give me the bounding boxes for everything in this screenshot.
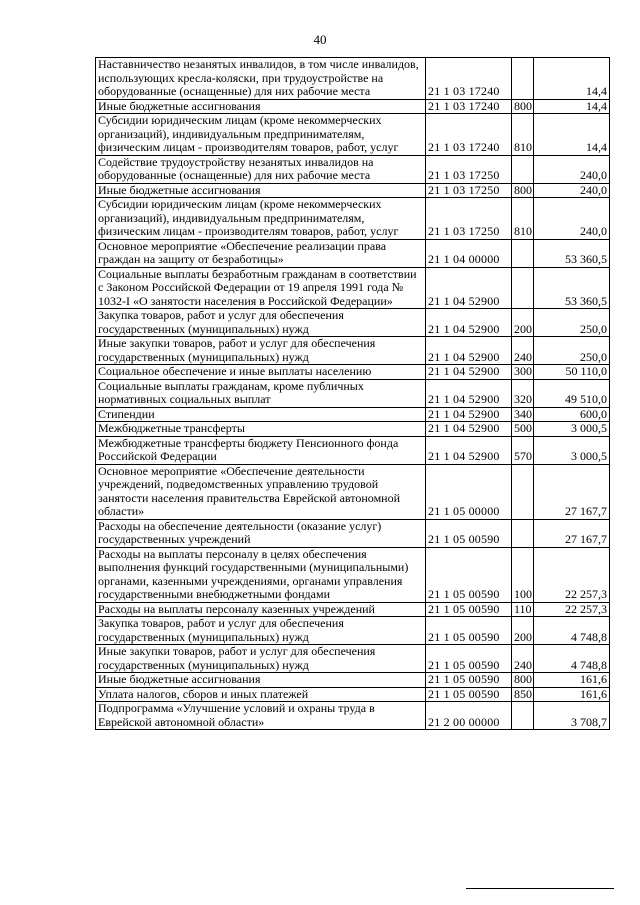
row-code-cell: 21 1 04 52900 [426, 309, 512, 337]
budget-table-body [96, 58, 610, 730]
table-row [96, 365, 610, 380]
row-name-cell: Социальное обеспечение и иные выплаты населению [96, 365, 426, 380]
row-amount-cell: 250,0 [534, 309, 610, 337]
table-row [96, 337, 610, 365]
row-name-cell: Иные бюджетные ассигнования [96, 673, 426, 688]
row-name-cell: Стипендии [96, 407, 426, 422]
row-code-cell: 21 1 05 00590 [426, 673, 512, 688]
row-code-cell: 21 1 04 52900 [426, 379, 512, 407]
row-name-cell: Наставничество незанятых инвалидов, в том числе инвалидов, использующих кресла-коляски, при трудоустройстве на оборудованные (оснащенные) для них рабочие места [96, 58, 426, 100]
row-expense-type-cell: 810 [512, 114, 534, 156]
row-name-cell: Социальные выплаты гражданам, кроме публичных нормативных социальных выплат [96, 379, 426, 407]
row-name-cell: Иные закупки товаров, работ и услуг для обеспечения государственных (муниципальных) нужд [96, 645, 426, 673]
row-code-cell: 21 1 03 17240 [426, 58, 512, 100]
row-expense-type-cell [512, 267, 534, 309]
table-row [96, 198, 610, 240]
row-amount-cell: 240,0 [534, 198, 610, 240]
row-amount-cell: 250,0 [534, 337, 610, 365]
row-name-cell: Межбюджетные трансферты бюджету Пенсионного фонда Российской Федерации [96, 436, 426, 464]
row-expense-type-cell: 500 [512, 422, 534, 437]
table-row [96, 673, 610, 688]
row-name-cell: Иные бюджетные ассигнования [96, 99, 426, 114]
row-amount-cell: 161,6 [534, 687, 610, 702]
row-amount-cell: 600,0 [534, 407, 610, 422]
table-row [96, 464, 610, 519]
row-amount-cell: 49 510,0 [534, 379, 610, 407]
row-amount-cell: 4 748,8 [534, 617, 610, 645]
table-row [96, 645, 610, 673]
table-row [96, 617, 610, 645]
row-expense-type-cell: 850 [512, 687, 534, 702]
row-code-cell: 21 1 04 52900 [426, 422, 512, 437]
row-name-cell: Закупка товаров, работ и услуг для обеспечения государственных (муниципальных) нужд [96, 309, 426, 337]
row-expense-type-cell [512, 702, 534, 730]
row-expense-type-cell: 800 [512, 183, 534, 198]
row-amount-cell: 3 000,5 [534, 422, 610, 437]
row-name-cell: Субсидии юридическим лицам (кроме некоммерческих организаций), индивидуальным предпринимателям, физическим лицам - производителям товаров, работ, услуг [96, 198, 426, 240]
row-code-cell: 21 1 04 52900 [426, 267, 512, 309]
row-expense-type-cell: 200 [512, 617, 534, 645]
row-code-cell: 21 1 05 00590 [426, 602, 512, 617]
table-row [96, 58, 610, 100]
row-expense-type-cell: 200 [512, 309, 534, 337]
row-code-cell: 21 2 00 00000 [426, 702, 512, 730]
row-code-cell: 21 1 03 17250 [426, 198, 512, 240]
table-row [96, 519, 610, 547]
row-name-cell: Иные бюджетные ассигнования [96, 183, 426, 198]
row-name-cell: Иные закупки товаров, работ и услуг для обеспечения государственных (муниципальных) нужд [96, 337, 426, 365]
row-name-cell: Расходы на выплаты персоналу казенных учреждений [96, 602, 426, 617]
row-code-cell: 21 1 04 00000 [426, 239, 512, 267]
row-expense-type-cell [512, 155, 534, 183]
row-amount-cell: 3 708,7 [534, 702, 610, 730]
row-name-cell: Подпрограмма «Улучшение условий и охраны труда в Еврейской автономной области» [96, 702, 426, 730]
table-row [96, 547, 610, 602]
row-name-cell: Содействие трудоустройству незанятых инвалидов на оборудованные (оснащенные) для них рабочие места [96, 155, 426, 183]
row-amount-cell: 14,4 [534, 58, 610, 100]
row-amount-cell: 27 167,7 [534, 464, 610, 519]
row-name-cell: Социальные выплаты безработным гражданам в соответствии с Законом Российской Федерации от 19 апреля 1991 года № 1032-I «О занятости населения в Российской Федерации» [96, 267, 426, 309]
row-code-cell: 21 1 03 17250 [426, 155, 512, 183]
row-code-cell: 21 1 04 52900 [426, 365, 512, 380]
table-row [96, 422, 610, 437]
row-amount-cell: 240,0 [534, 155, 610, 183]
row-expense-type-cell: 810 [512, 198, 534, 240]
row-expense-type-cell [512, 239, 534, 267]
row-expense-type-cell: 800 [512, 673, 534, 688]
row-expense-type-cell: 300 [512, 365, 534, 380]
row-expense-type-cell: 240 [512, 337, 534, 365]
row-code-cell: 21 1 04 52900 [426, 337, 512, 365]
row-amount-cell: 27 167,7 [534, 519, 610, 547]
row-amount-cell: 53 360,5 [534, 267, 610, 309]
row-code-cell: 21 1 05 00590 [426, 519, 512, 547]
row-amount-cell: 161,6 [534, 673, 610, 688]
table-row [96, 436, 610, 464]
row-amount-cell: 4 748,8 [534, 645, 610, 673]
row-amount-cell: 50 110,0 [534, 365, 610, 380]
row-name-cell: Расходы на обеспечение деятельности (оказание услуг) государственных учреждений [96, 519, 426, 547]
row-code-cell: 21 1 03 17250 [426, 183, 512, 198]
table-row [96, 379, 610, 407]
row-code-cell: 21 1 05 00000 [426, 464, 512, 519]
row-expense-type-cell [512, 519, 534, 547]
row-expense-type-cell: 240 [512, 645, 534, 673]
row-amount-cell: 3 000,5 [534, 436, 610, 464]
table-row [96, 309, 610, 337]
row-code-cell: 21 1 04 52900 [426, 436, 512, 464]
row-amount-cell: 14,4 [534, 99, 610, 114]
budget-table [95, 57, 610, 730]
row-name-cell: Субсидии юридическим лицам (кроме некоммерческих организаций), индивидуальным предпринимателям, физическим лицам - производителям товаров, работ, услуг [96, 114, 426, 156]
row-code-cell: 21 1 03 17240 [426, 114, 512, 156]
table-row [96, 239, 610, 267]
row-expense-type-cell: 340 [512, 407, 534, 422]
footer-rule [466, 888, 614, 889]
row-amount-cell: 22 257,3 [534, 547, 610, 602]
table-row [96, 702, 610, 730]
row-expense-type-cell: 320 [512, 379, 534, 407]
row-expense-type-cell [512, 58, 534, 100]
table-row [96, 687, 610, 702]
row-name-cell: Расходы на выплаты персоналу в целях обеспечения выполнения функций государственными (муниципальными) органами, казенными учреждениями, органами управления государственными внебюджетными фондами [96, 547, 426, 602]
row-expense-type-cell: 570 [512, 436, 534, 464]
row-name-cell: Уплата налогов, сборов и иных платежей [96, 687, 426, 702]
row-amount-cell: 53 360,5 [534, 239, 610, 267]
page-number: 40 [313, 32, 327, 47]
row-expense-type-cell: 110 [512, 602, 534, 617]
table-row [96, 99, 610, 114]
row-name-cell: Межбюджетные трансферты [96, 422, 426, 437]
table-row [96, 602, 610, 617]
row-name-cell: Основное мероприятие «Обеспечение деятельности учреждений, подведомственных управлению трудовой занятости населения правительства Еврейской автономной области» [96, 464, 426, 519]
row-code-cell: 21 1 04 52900 [426, 407, 512, 422]
row-expense-type-cell: 800 [512, 99, 534, 114]
table-row [96, 407, 610, 422]
row-code-cell: 21 1 05 00590 [426, 645, 512, 673]
row-code-cell: 21 1 03 17240 [426, 99, 512, 114]
row-amount-cell: 22 257,3 [534, 602, 610, 617]
row-code-cell: 21 1 05 00590 [426, 547, 512, 602]
table-row [96, 114, 610, 156]
table-row [96, 183, 610, 198]
row-expense-type-cell [512, 464, 534, 519]
row-name-cell: Основное мероприятие «Обеспечение реализации права граждан на защиту от безработицы» [96, 239, 426, 267]
table-row [96, 155, 610, 183]
table-row [96, 267, 610, 309]
row-name-cell: Закупка товаров, работ и услуг для обеспечения государственных (муниципальных) нужд [96, 617, 426, 645]
row-code-cell: 21 1 05 00590 [426, 687, 512, 702]
row-code-cell: 21 1 05 00590 [426, 617, 512, 645]
row-amount-cell: 240,0 [534, 183, 610, 198]
row-amount-cell: 14,4 [534, 114, 610, 156]
row-expense-type-cell: 100 [512, 547, 534, 602]
